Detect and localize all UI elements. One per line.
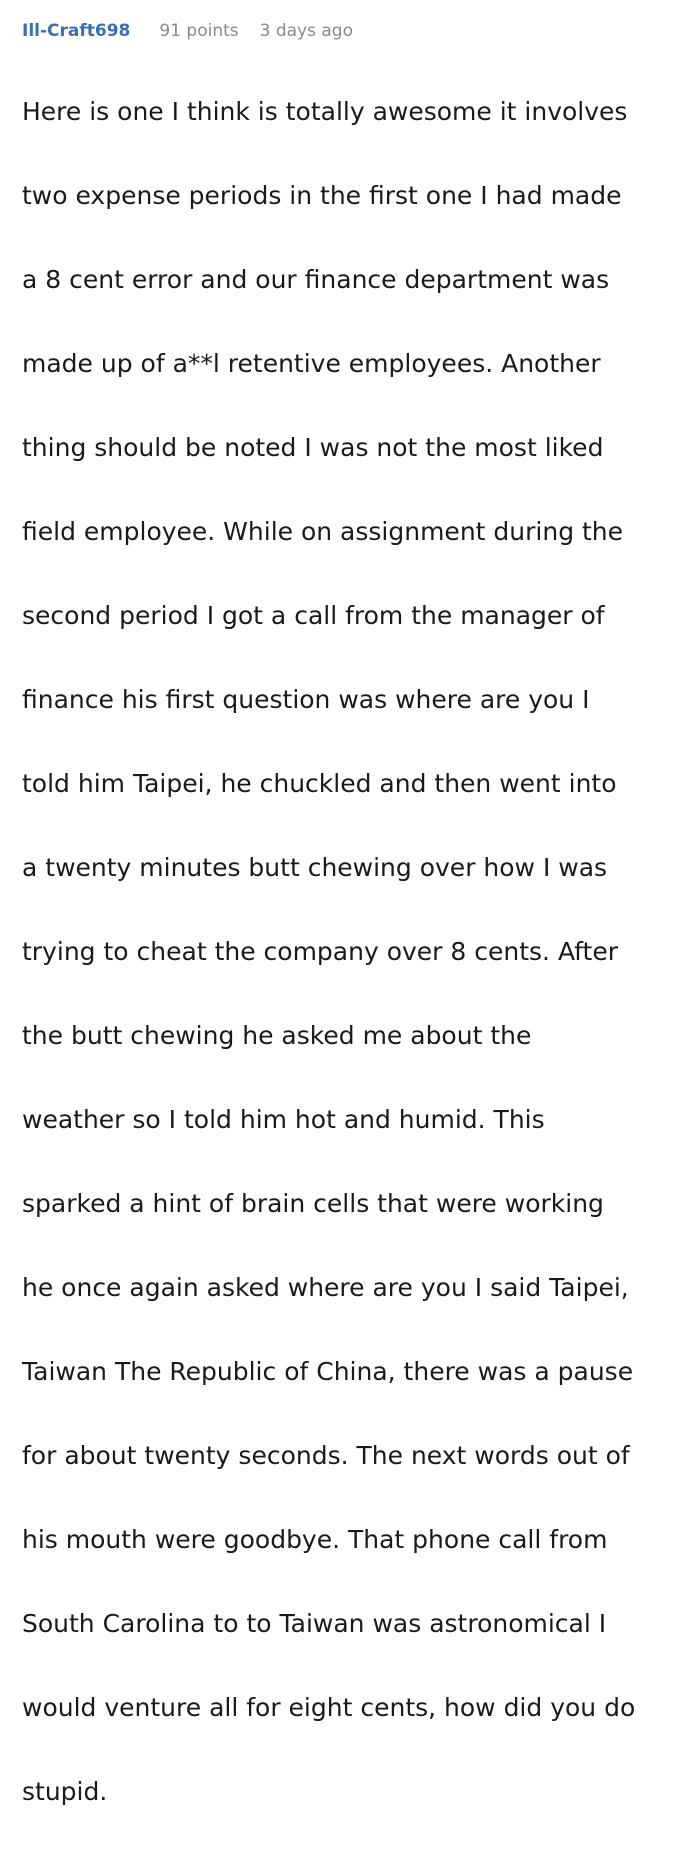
comment-line: made up of a**l retentive employees. Another (22, 349, 601, 378)
comment-line: sparked a hint of brain cells that were working (22, 1189, 604, 1218)
comment-line: for about twenty seconds. The next words out of (22, 1441, 630, 1470)
comment-author-link[interactable]: Ill-Craft698 (22, 21, 131, 41)
comment-points: 91 points (159, 21, 239, 41)
comment-line: would venture all for eight cents, how did you do (22, 1693, 636, 1722)
comment-line: thing should be noted I was not the most liked (22, 433, 604, 462)
comment-line: weather so I told him hot and humid. This (22, 1105, 545, 1134)
comment-line: a twenty minutes butt chewing over how I was (22, 853, 608, 882)
comment-line: finance his first question was where are you I (22, 685, 590, 714)
comment-line: South Carolina to to Taiwan was astronomical I (22, 1609, 607, 1638)
comment-line: Here is one I think is totally awesome it involves (22, 97, 628, 126)
comment-line: told him Taipei, he chuckled and then went into (22, 769, 617, 798)
comment-line: his mouth were goodbye. That phone call from (22, 1525, 608, 1554)
comment-line: two expense periods in the first one I had made (22, 181, 622, 210)
comment-line: he once again asked where are you I said Taipei, (22, 1273, 629, 1302)
comment-timestamp: 3 days ago (259, 21, 353, 41)
comment-line: field employee. While on assignment during the (22, 517, 624, 546)
comment-line: stupid. (22, 1777, 108, 1806)
comment-line: trying to cheat the company over 8 cents. After (22, 937, 618, 966)
comment-body (22, 49, 680, 1855)
comment-line: the butt chewing he asked me about the (22, 1021, 532, 1050)
comment-meta (22, 16, 680, 46)
comment-line: Taiwan The Republic of China, there was a pause (22, 1357, 634, 1386)
comment-line: second period I got a call from the manager of (22, 601, 605, 630)
comment-line: a 8 cent error and our finance department was (22, 265, 610, 294)
